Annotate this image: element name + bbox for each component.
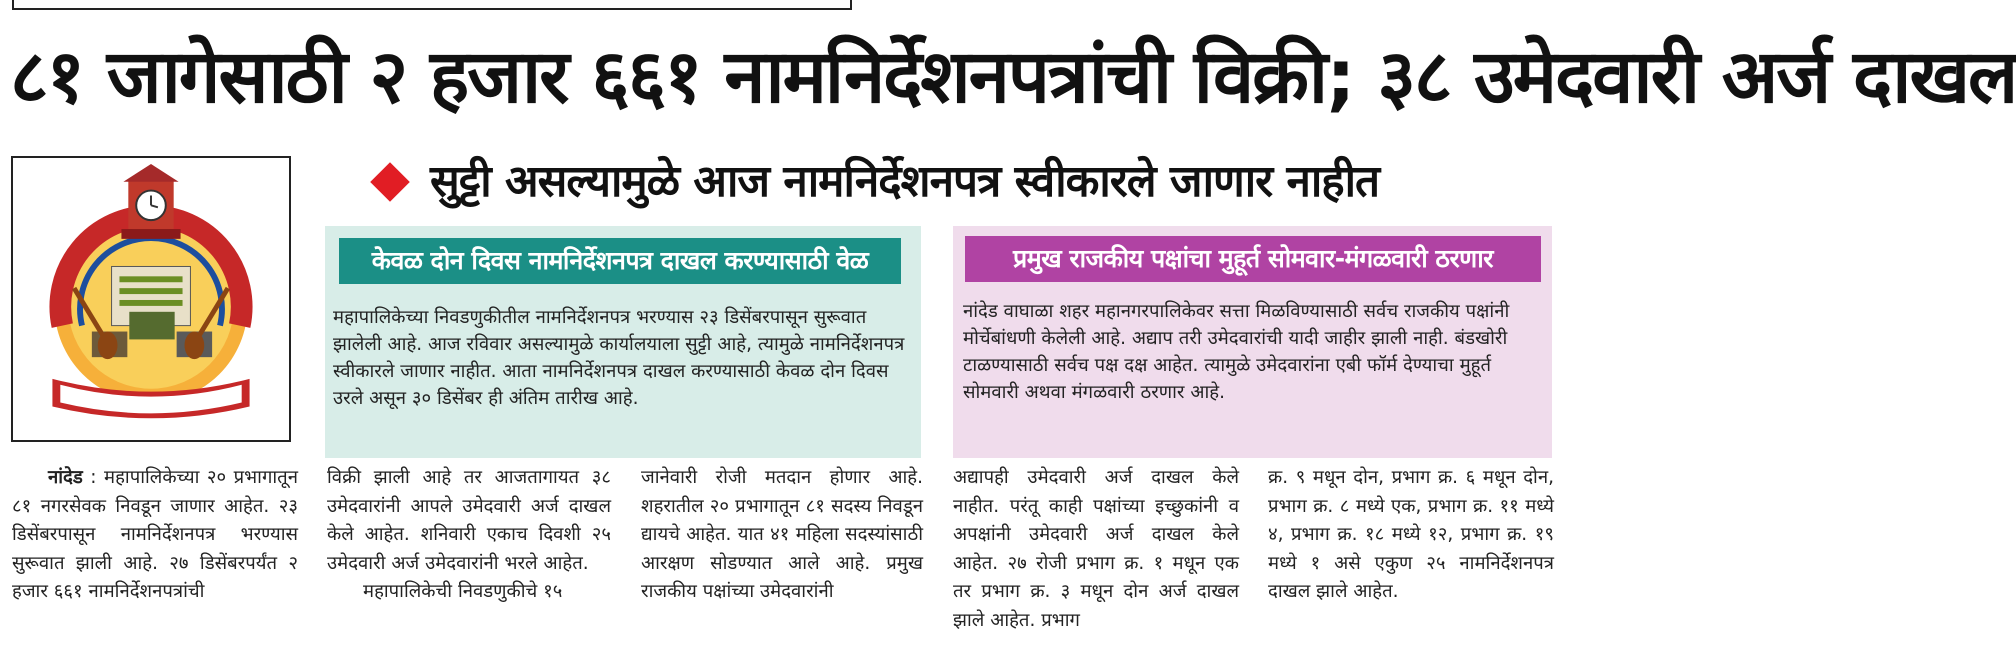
column-4-text: अद्यापही उमेदवारी अर्ज दाखल केले नाहीत. परंतू काही पक्षांच्या इच्छुकांनी व अपक्षांनी उमेदवारी अर्ज दाखल केले आहेत. २७ रोजी प्रभाग क्र. १ मधून एक तर प्रभाग क्र. ३ मधून दोन अर्ज दाखल झाले आहेत. प्रभाग <box>953 467 1239 631</box>
info-box-right-body: नांदेड वाघाळा शहर महानगरपालिकेवर सत्ता मिळविण्यासाठी सर्वच राजकीय पक्षांनी मोर्चेबांधणी केलेली आहे. अद्याप तरी उमेदवारांची यादी जाहीर झाली नाही. बंडखोरी टाळण्यासाठी सर्वच पक्ष दक्ष आहेत. त्यामुळे उमेदवारांना एबी फॉर्म देण्याचा मुहूर्त सोमवारी अथवा मंगळवारी ठरणार आहे. <box>963 301 1510 403</box>
article-column-3 <box>641 464 923 654</box>
column-5-text: क्र. ९ मधून दोन, प्रभाग क्र. ६ मधून दोन, प्रभाग क्र. ८ मध्ये एक, प्रभाग क्र. ११ मध्ये ४, प्रभाग क्र. १८ मध्ये १२, प्रभाग क्र. १९ मध्ये १ असे एकुण २५ नामनिर्देशनपत्र दाखल झाले आहेत. <box>1268 467 1554 602</box>
article-column-1 <box>12 464 298 654</box>
info-box-left-body: महापालिकेच्या निवडणुकीतील नामनिर्देशनपत्र भरण्यास २३ डिसेंबरपासून सुरूवात झालेली आहे. आज रविवार असल्यामुळे कार्यालयाला सुट्टी आहे, त्यामुळे नामनिर्देशनपत्र स्वीकारले जाणार नाहीत. आता नामनिर्देशनपत्र दाखल करण्यासाठी केवळ दोन दिवस उरले असून ३० डिसेंबर ही अंतिम तारीख आहे. <box>333 307 905 409</box>
info-box-left-heading: केवळ दोन दिवस नामनिर्देशनपत्र दाखल करण्यासाठी वेळ <box>339 238 901 284</box>
info-box-right-heading: प्रमुख राजकीय पक्षांचा मुहूर्त सोमवार-मंगळवारी ठरणार <box>965 236 1541 282</box>
info-box-left <box>325 226 921 458</box>
subheadline-row <box>360 152 1590 212</box>
info-box-right <box>953 226 1552 458</box>
dateline: नांदेड <box>48 467 83 488</box>
top-border-frame <box>12 0 852 10</box>
subheadline: सुट्टी असल्यामुळे आज नामनिर्देशनपत्र स्वीकारले जाणार नाहीत <box>430 156 1380 207</box>
column-2-text-2: महापालिकेची निवडणुकीचे १५ <box>363 581 563 602</box>
headline: ८१ जागेसाठी २ हजार ६६१ नामनिर्देशनपत्रांची विक्री; ३८ उमेदवारी अर्ज दाखल <box>10 34 2016 120</box>
red-diamond-bullet-icon <box>370 162 410 202</box>
article-column-2 <box>327 464 611 654</box>
emblem-icon <box>13 158 289 440</box>
column-3-text: जानेवारी रोजी मतदान होणार आहे. शहरातील २० प्रभागातून ८१ सदस्य निवडून द्यायचे आहेत. यात ४१ महिला सदस्यांसाठी आरक्षण सोडण्यात आले आहे. प्रमुख राजकीय पक्षांच्या उमेदवारांनी <box>641 467 923 602</box>
article-column-5 <box>1268 464 1554 654</box>
column-2-text: विक्री झाली आहे तर आजतागायत ३८ उमेदवारांनी आपले उमेदवारी अर्ज दाखल केले आहेत. शनिवारी एकाच दिवशी २५ उमेदवारी अर्ज उमेदवारांनी भरले आहेत. <box>327 467 611 574</box>
article-column-4 <box>953 464 1239 654</box>
municipal-emblem <box>11 156 291 442</box>
column-1-text: : महापालिकेच्या २० प्रभागातून ८१ नगरसेवक निवडून जाणार आहेत. २३ डिसेंबरपासून नामनिर्देशनपत्र भरण्यास सुरूवात झाली आहे. २७ डिसेंबरपर्यंत २ हजार ६६१ नामनिर्देशनपत्रांची <box>12 467 298 602</box>
